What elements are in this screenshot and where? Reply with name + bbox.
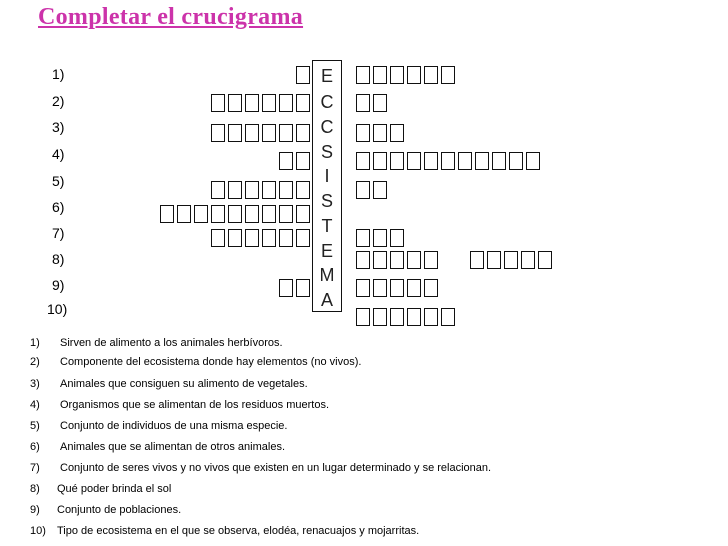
crossword-cell[interactable] [470, 251, 484, 269]
crossword-cell[interactable] [177, 205, 191, 223]
crossword-cell[interactable] [228, 94, 242, 112]
clue-1 [30, 336, 283, 350]
crossword-cell[interactable] [424, 66, 438, 84]
crossword-cell[interactable] [504, 251, 518, 269]
crossword-cell[interactable] [211, 229, 225, 247]
crossword-cell[interactable] [279, 279, 293, 297]
crossword-cell[interactable] [441, 152, 455, 170]
crossword-cell[interactable] [228, 229, 242, 247]
row-number-1: 1) [52, 66, 65, 82]
crossword-cell[interactable] [211, 124, 225, 142]
keyword-letter: E [320, 241, 333, 261]
row-number-3: 3) [52, 119, 65, 135]
crossword-cell[interactable] [390, 279, 404, 297]
crossword-cell[interactable] [211, 94, 225, 112]
row-number-2: 2) [52, 93, 65, 109]
crossword-cell[interactable] [211, 205, 225, 223]
clue-text: Animales que consiguen su alimento de vegetales. [60, 378, 308, 390]
crossword-cell[interactable] [407, 251, 421, 269]
crossword-cell[interactable] [245, 229, 259, 247]
crossword-cell[interactable] [424, 251, 438, 269]
clue-number: 1) [30, 337, 40, 349]
crossword-cell[interactable] [356, 124, 370, 142]
crossword-cell[interactable] [407, 66, 421, 84]
clue-text: Conjunto de seres vivos y no vivos que existen en un lugar determinado y se relacionan. [60, 462, 492, 474]
crossword-cell[interactable] [262, 94, 276, 112]
row-number-7: 7) [52, 225, 65, 241]
crossword-cell[interactable] [390, 229, 404, 247]
crossword-cell[interactable] [521, 251, 535, 269]
keyword-letter: T [321, 216, 333, 236]
crossword-cell[interactable] [296, 152, 310, 170]
crossword-cell[interactable] [390, 308, 404, 326]
clue-text: Conjunto de individuos de una misma especie. [60, 420, 288, 432]
keyword-letter: A [320, 290, 333, 310]
crossword-cell[interactable] [262, 124, 276, 142]
keyword-letter: S [320, 142, 333, 162]
crossword-cell[interactable] [262, 181, 276, 199]
clue-text: Componente del ecosistema donde hay elementos (no vivos). [60, 356, 362, 368]
crossword-cell[interactable] [296, 124, 310, 142]
crossword-cell[interactable] [279, 229, 293, 247]
clue-number: 6) [30, 441, 40, 453]
clue-text: Organismos que se alimentan de los residuos muertos. [60, 399, 330, 411]
clue-number: 2) [30, 356, 40, 368]
crossword-cell[interactable] [424, 152, 438, 170]
crossword-cell[interactable] [390, 124, 404, 142]
crossword-cell[interactable] [373, 94, 387, 112]
clue-number: 10) [30, 525, 46, 537]
keyword-letter: M [319, 265, 335, 285]
crossword-cell[interactable] [296, 279, 310, 297]
crossword-cell[interactable] [373, 181, 387, 199]
crossword-cell[interactable] [356, 251, 370, 269]
crossword-cell[interactable] [245, 181, 259, 199]
page-title: Completar el crucigrama [38, 4, 304, 30]
clue-4 [30, 398, 329, 412]
clue-text: Qué poder brinda el sol [57, 483, 172, 495]
crossword-cell[interactable] [407, 152, 421, 170]
clue-number: 4) [30, 399, 40, 411]
crossword-cell[interactable] [279, 181, 293, 199]
crossword-cell[interactable] [356, 308, 370, 326]
crossword-cell[interactable] [296, 229, 310, 247]
clue-10 [30, 524, 419, 538]
clue-9 [30, 503, 181, 517]
crossword-cell[interactable] [492, 152, 506, 170]
keyword-letter: I [324, 166, 330, 186]
row-number-5: 5) [52, 173, 65, 189]
crossword-cell[interactable] [373, 152, 387, 170]
row-number-6: 6) [52, 199, 65, 215]
crossword-cell[interactable] [373, 124, 387, 142]
crossword-cell[interactable] [245, 205, 259, 223]
crossword-cell[interactable] [424, 308, 438, 326]
crossword-cell[interactable] [373, 66, 387, 84]
crossword-cell[interactable] [526, 152, 540, 170]
keyword-letter: S [320, 191, 333, 211]
crossword-cell[interactable] [356, 152, 370, 170]
crossword-cell[interactable] [538, 251, 552, 269]
crossword-cell[interactable] [262, 229, 276, 247]
crossword-cell[interactable] [390, 251, 404, 269]
crossword-cell[interactable] [373, 251, 387, 269]
crossword-cell[interactable] [373, 279, 387, 297]
clue-number: 3) [30, 378, 40, 390]
clue-7 [30, 461, 491, 475]
clue-text: Animales que se alimentan de otros animales. [60, 441, 286, 453]
clue-text: Tipo de ecosistema en el que se observa, elodéa, renacuajos y mojarritas. [57, 525, 420, 537]
crossword-cell[interactable] [296, 181, 310, 199]
crossword-cell[interactable] [441, 66, 455, 84]
crossword-cell[interactable] [356, 66, 370, 84]
crossword-cell[interactable] [487, 251, 501, 269]
keyword-letter: C [320, 92, 334, 112]
crossword-cell[interactable] [296, 66, 310, 84]
crossword-cell[interactable] [245, 94, 259, 112]
crossword-cell[interactable] [424, 279, 438, 297]
crossword-cell[interactable] [262, 205, 276, 223]
crossword-cell[interactable] [160, 205, 174, 223]
crossword-cell[interactable] [279, 94, 293, 112]
clue-number: 7) [30, 462, 40, 474]
crossword-cell[interactable] [373, 229, 387, 247]
clue-6 [30, 440, 285, 454]
crossword-cell[interactable] [228, 181, 242, 199]
crossword-cell[interactable] [390, 66, 404, 84]
crossword-cell[interactable] [390, 152, 404, 170]
crossword-cell[interactable] [245, 124, 259, 142]
crossword-cell[interactable] [356, 181, 370, 199]
row-number-9: 9) [52, 277, 65, 293]
keyword-letter: E [320, 66, 333, 86]
crossword-cell[interactable] [279, 205, 293, 223]
crossword-cell[interactable] [279, 152, 293, 170]
keyword-letter: C [320, 117, 334, 137]
crossword-cell[interactable] [356, 229, 370, 247]
crossword-cell[interactable] [475, 152, 489, 170]
clue-8 [30, 482, 171, 496]
clue-text: Conjunto de poblaciones. [57, 504, 182, 516]
clue-2 [30, 355, 361, 369]
clue-number: 5) [30, 420, 40, 432]
row-number-4: 4) [52, 146, 65, 162]
clue-text: Sirven de alimento a los animales herbívoros. [60, 337, 283, 349]
crossword-cell[interactable] [296, 94, 310, 112]
crossword-cell[interactable] [509, 152, 523, 170]
crossword-cell[interactable] [407, 279, 421, 297]
crossword-cell[interactable] [228, 124, 242, 142]
crossword-cell[interactable] [194, 205, 208, 223]
crossword-cell[interactable] [458, 152, 472, 170]
clue-5 [30, 419, 287, 433]
crossword-cell[interactable] [356, 94, 370, 112]
crossword-cell[interactable] [441, 308, 455, 326]
crossword-cell[interactable] [279, 124, 293, 142]
crossword-cell[interactable] [228, 205, 242, 223]
crossword-cell[interactable] [296, 205, 310, 223]
clue-number: 8) [30, 483, 40, 495]
crossword-cell[interactable] [373, 308, 387, 326]
crossword-cell[interactable] [211, 181, 225, 199]
clue-3 [30, 377, 308, 391]
row-number-10: 10) [47, 301, 68, 317]
row-number-8: 8) [52, 251, 65, 267]
crossword-cell[interactable] [407, 308, 421, 326]
crossword-cell[interactable] [356, 279, 370, 297]
clue-number: 9) [30, 504, 40, 516]
